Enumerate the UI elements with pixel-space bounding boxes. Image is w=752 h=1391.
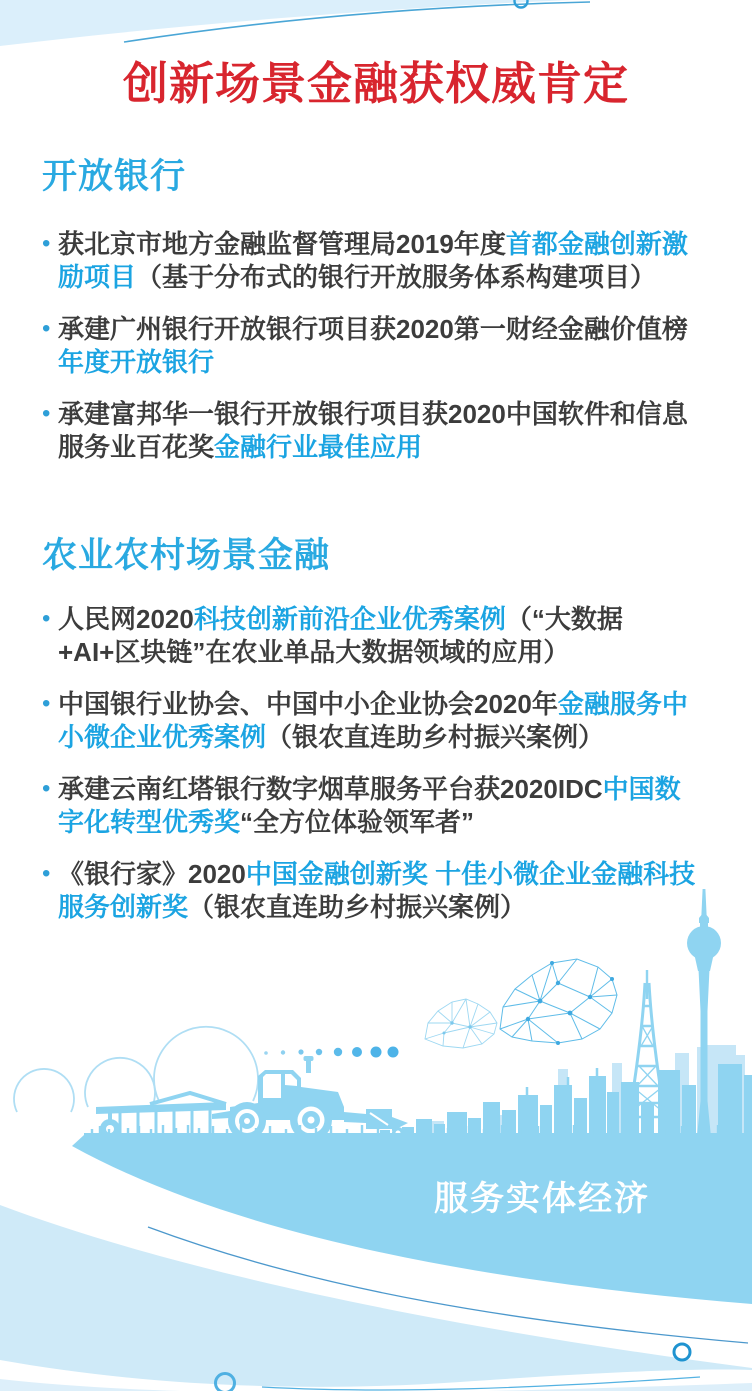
highlight-segment: 年度开放银行 xyxy=(58,346,215,377)
list-item xyxy=(42,688,702,753)
list-item xyxy=(42,398,702,463)
text-segment: 中国银行业协会、中国中小企业协会2020年 xyxy=(58,689,558,719)
wireframe-cloud-icon xyxy=(425,999,497,1048)
section-header-open-banking: 开放银行 xyxy=(42,157,187,196)
text-segment: 获北京市地方金融监督管理局2019年度 xyxy=(58,229,506,259)
list-item xyxy=(42,228,702,293)
section-open-banking xyxy=(42,0,702,463)
highlight-segment: 首都金融创新激励项目 xyxy=(58,229,688,292)
highlight-segment: 金融服务中小微企业优秀案例 xyxy=(58,689,688,752)
bottom-illustration xyxy=(0,871,752,1391)
list-item xyxy=(42,313,702,378)
bullet-dot-icon: • xyxy=(42,400,51,427)
page-title: 创新场景金融获权威肯定 xyxy=(122,58,629,109)
list-item-text xyxy=(58,313,702,378)
list-item-text xyxy=(58,398,702,463)
list-item-text xyxy=(58,603,702,668)
list-item-text xyxy=(58,228,702,293)
bullet-dot-icon: • xyxy=(42,690,51,717)
text-segment: （银农直连助乡村振兴案例） xyxy=(188,891,527,922)
data-dots-icon xyxy=(264,1047,398,1058)
circle-ring-icon xyxy=(674,1344,690,1360)
text-segment: （“大数据+AI+区块链”在农业单品大数据领域的应用） xyxy=(58,604,623,667)
list-item xyxy=(42,773,702,838)
bullet-dot-icon: • xyxy=(42,775,51,802)
highlight-segment: 中国金融创新奖 十佳小微企业金融科技服务创新奖 xyxy=(58,859,696,922)
section-agriculture-finance xyxy=(42,483,702,923)
highlight-segment: 科技创新前沿企业优秀案例 xyxy=(193,604,506,634)
highlight-segment: 金融行业最佳应用 xyxy=(214,431,423,462)
text-segment: “全方位体验领军者” xyxy=(240,806,475,837)
list-item-text xyxy=(58,773,702,838)
text-segment: 人民网2020 xyxy=(58,604,194,634)
bullet-dot-icon: • xyxy=(42,315,51,342)
bullet-dot-icon: • xyxy=(42,230,51,257)
highlight-segment: 中国数字化转型优秀奖 xyxy=(58,774,681,837)
text-segment: 承建云南红塔银行数字烟草服务平台获2020IDC xyxy=(58,774,603,804)
banner-text: 服务实体经济 xyxy=(434,1180,650,1218)
content-area xyxy=(42,0,702,943)
bullet-dot-icon: • xyxy=(42,605,51,632)
list-item-text xyxy=(58,688,702,753)
text-segment: 承建广州银行开放银行项目获2020第一财经金融价值榜 xyxy=(58,314,688,344)
section-header-agriculture: 农业农村场景金融 xyxy=(42,536,331,575)
text-segment: 《银行家》2020 xyxy=(58,859,246,889)
lattice-tower-icon xyxy=(627,970,667,1122)
text-segment: （银农直连助乡村振兴案例） xyxy=(266,721,605,752)
text-segment: （基于分布式的银行开放服务体系构建项目） xyxy=(136,261,657,292)
bullet-dot-icon: • xyxy=(42,860,51,887)
list-item xyxy=(42,603,702,668)
wireframe-cloud-icon xyxy=(500,959,617,1045)
achievement-list-open-banking xyxy=(42,228,702,463)
text-segment: 承建富邦华一银行开放银行项目获2020中国软件和信息服务业百花奖 xyxy=(58,399,688,462)
outline-cloud-icon xyxy=(14,1027,258,1112)
bottom-scene xyxy=(0,871,752,1391)
